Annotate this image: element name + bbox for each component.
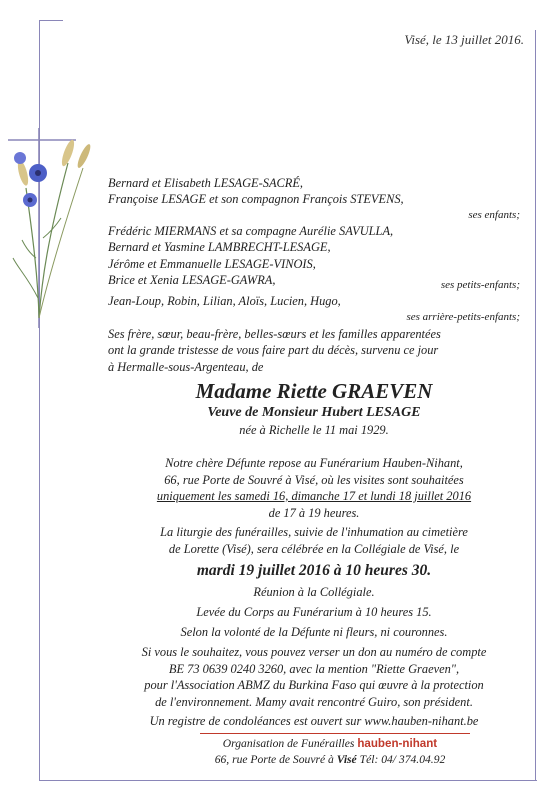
donation-line: de l'environnement. Mamy avait rencontré Guiro, son président. [155, 694, 473, 709]
meeting-row [108, 584, 520, 601]
visit-dates: uniquement les samedi 16, dimanche 17 et lundi 18 juillet 2016 [156, 489, 472, 503]
relation-label: ses petits-enfants; [440, 279, 520, 291]
wish-row [108, 624, 520, 641]
visit-hours: de 17 à 19 heures. [268, 505, 360, 520]
meeting-info: Réunion à la Collégiale. [253, 585, 375, 599]
rest-line: Notre chère Défunte repose au Funérarium Hauben-Nihant, [165, 456, 463, 470]
donation-line: Si vous le souhaitez, vous pouvez verser un don au numéro de compte [141, 645, 487, 659]
great-grandchildren-label-row [108, 310, 520, 324]
liturgy-block [108, 524, 520, 557]
address-prefix: 66, rue Porte de Souvré à [214, 753, 334, 766]
deceased-name: Madame Riette GRAEVEN [195, 379, 433, 403]
birth-info: née à Richelle le 11 mai 1929. [239, 423, 389, 437]
announcement-block [108, 326, 520, 375]
family-line: Jean-Loup, Robin, Lilian, Aloïs, Lucien, Hugo, [108, 294, 341, 308]
family-line: Brice et Xenia LESAGE-GAWRA, [108, 273, 276, 288]
widow-of: Veuve de Monsieur Hubert LESAGE [207, 405, 421, 420]
family-line: Jérôme et Emmanuelle LESAGE-VINOIS, [108, 256, 316, 271]
address-phone: Tél: 04/ 374.04.92 [359, 753, 446, 766]
footer-separator [200, 733, 470, 734]
address-city: Visé [336, 753, 357, 766]
great-grandchildren-block [108, 293, 520, 309]
organisation-prefix: Organisation de Funérailles [222, 737, 355, 750]
announcement-line: à Hermalle-sous-Argenteau, de [108, 359, 264, 374]
ceremony-date: mardi 19 juillet 2016 à 10 heures 30. [196, 562, 432, 579]
register-row [108, 713, 520, 730]
rest-block [108, 455, 520, 521]
liturgy-line: La liturgie des funérailles, suivie de l'inhumation au cimetière [160, 525, 468, 539]
rest-line: 66, rue Porte de Souvré à Visé, où les visites sont souhaitées [164, 472, 464, 487]
frame-top-stub [39, 20, 63, 21]
announcement-line: ont la grande tristesse de vous faire part du décès, survenu ce jour [108, 343, 439, 358]
body-lift-row [108, 604, 520, 621]
family-line: Bernard et Elisabeth LESAGE-SACRÉ, [108, 176, 304, 190]
donation-line: BE 73 0639 0240 3260, avec la mention "Riette Graeven", [168, 661, 460, 676]
children-block [108, 175, 520, 222]
condolence-register: Un registre de condoléances est ouvert sur www.hauben-nihant.be [149, 714, 479, 728]
family-line: Françoise LESAGE et son compagnon François STEVENS, [108, 192, 404, 207]
deceased-block [108, 378, 520, 439]
donation-block [108, 644, 520, 710]
frame-right-line [535, 30, 536, 780]
relation-label: ses arrière-petits-enfants; [406, 311, 520, 323]
donation-line: pour l'Association ABMZ du Burkina Faso qui œuvre à la protection [144, 678, 484, 692]
ceremony-date-row [108, 561, 520, 581]
relation-label: ses enfants; [468, 208, 520, 221]
body-lift-info: Levée du Corps au Funérarium à 10 heures 15. [196, 605, 432, 619]
notice-date: Visé, le 13 juillet 2016. [404, 32, 524, 47]
address-row [140, 753, 520, 766]
cross-with-cornflowers-illustration [8, 128, 118, 328]
family-line: Bernard et Yasmine LAMBRECHT-LESAGE, [108, 240, 331, 255]
grandchildren-label-row [108, 278, 520, 292]
flowers-wish: Selon la volonté de la Défunte ni fleurs, ni couronnes. [180, 625, 448, 639]
funeral-home-brand: hauben-nihant [357, 737, 438, 750]
family-line: Frédéric MIERMANS et sa compagne Aurélie SAVULLA, [108, 224, 394, 238]
liturgy-line: de Lorette (Visé), sera célébrée en la Collégiale de Visé, le [168, 541, 460, 556]
organisation-row [140, 737, 520, 750]
announcement-line: Ses frère, sœur, beau-frère, belles-sœurs et les familles apparentées [108, 327, 441, 341]
